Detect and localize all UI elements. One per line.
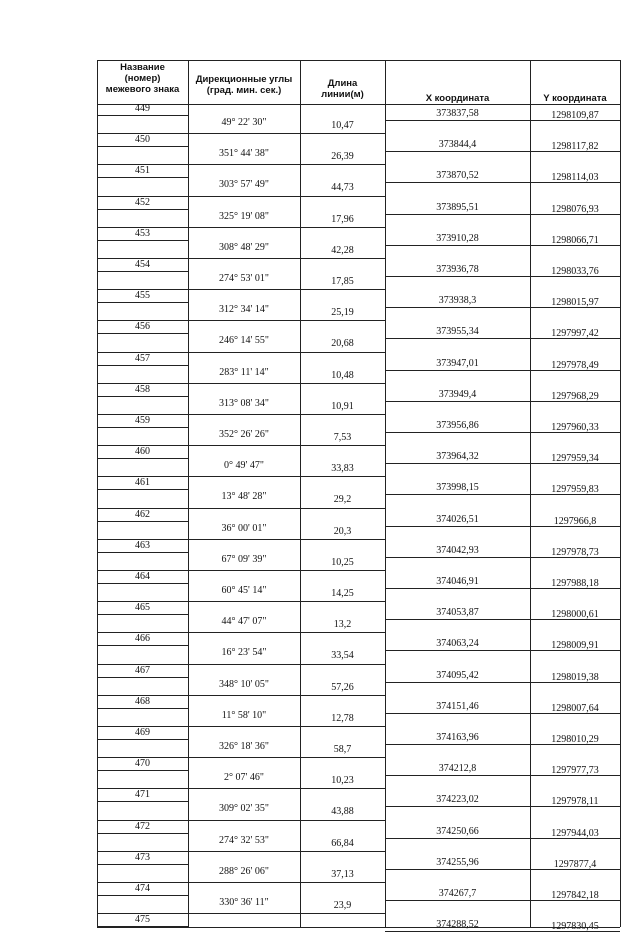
- header-angle-line-1: Дирекционные углы: [195, 74, 293, 85]
- point-name: 465: [135, 602, 150, 614]
- point-name: 456: [135, 321, 150, 333]
- point-name: 459: [135, 415, 150, 426]
- name-row-divider: [97, 489, 188, 490]
- name-row-divider: [97, 333, 188, 334]
- x-coordinate: 373936,78: [436, 264, 479, 275]
- direction-angle: 60° 45' 14": [221, 585, 267, 596]
- point-name: 450: [135, 134, 150, 146]
- point-name: 461: [135, 477, 150, 489]
- name-row-divider: [97, 177, 188, 178]
- line-length: 20,3: [333, 525, 352, 537]
- point-name: 452: [135, 196, 150, 208]
- x-coordinate: 373998,15: [436, 482, 479, 494]
- line-length: 42,28: [331, 244, 354, 256]
- line-length: 17,85: [331, 276, 354, 287]
- name-row-divider: [97, 833, 188, 834]
- name-row-divider: [97, 365, 188, 366]
- coord-row-divider: [385, 463, 620, 464]
- y-coordinate: 1298114,03: [551, 172, 599, 184]
- line-length: 58,7: [333, 744, 352, 755]
- point-name: 457: [135, 352, 150, 364]
- coord-row-divider: [385, 806, 620, 807]
- y-coordinate: 1297978,11: [551, 796, 599, 808]
- header-name-line-2: (номер): [124, 73, 161, 84]
- table-bottom-border: [97, 927, 620, 928]
- direction-angle: 348° 10' 05": [219, 678, 269, 690]
- x-coordinate: 373938,3: [438, 295, 477, 307]
- column-border-5: [620, 60, 621, 927]
- direction-angle: 274° 32' 53": [219, 834, 269, 846]
- name-row-divider: [97, 115, 188, 116]
- x-coordinate: 373964,32: [436, 451, 479, 463]
- point-name: 471: [135, 789, 150, 801]
- name-row-divider: [97, 427, 188, 428]
- line-length: 43,88: [331, 806, 354, 818]
- x-coordinate: 374255,96: [436, 856, 479, 868]
- coord-row-divider: [385, 869, 620, 870]
- name-row-divider: [97, 583, 188, 584]
- coord-row-divider: [385, 370, 620, 371]
- direction-angle: 36° 00' 01": [221, 522, 267, 534]
- y-coordinate: 1297968,29: [551, 390, 599, 402]
- x-coordinate: 374063,24: [436, 638, 479, 650]
- point-name: 472: [135, 820, 150, 832]
- y-coordinate: 1297960,33: [551, 422, 599, 433]
- direction-angle: 44° 47' 07": [221, 616, 267, 628]
- name-row-divider: [97, 396, 188, 397]
- header-length-line-1: Длина: [327, 78, 358, 89]
- direction-angle: 325° 19' 08": [219, 210, 269, 222]
- line-length: 44,73: [331, 182, 354, 194]
- y-coordinate: 1298010,29: [551, 734, 599, 745]
- x-coordinate: 373947,01: [436, 357, 479, 369]
- y-coordinate: 1297944,03: [551, 827, 599, 839]
- direction-angle: 0° 49' 47": [224, 460, 264, 472]
- x-coordinate: 374250,66: [436, 825, 479, 837]
- y-coordinate: 1298019,38: [551, 671, 599, 683]
- point-name: 473: [135, 851, 150, 863]
- line-length: 37,13: [331, 868, 354, 880]
- point-name: 462: [135, 508, 150, 520]
- name-row-divider: [97, 739, 188, 740]
- name-row-divider: [97, 302, 188, 303]
- coord-row-divider: [385, 588, 620, 589]
- x-coordinate: 374163,96: [436, 732, 479, 743]
- name-row-divider: [97, 895, 188, 896]
- coord-row-divider: [385, 182, 620, 183]
- direction-angle: 49° 22' 30": [221, 117, 267, 128]
- point-name: 470: [135, 758, 150, 770]
- header-line-length: [300, 78, 385, 100]
- y-coordinate: 1298066,71: [551, 234, 599, 246]
- name-row-divider: [97, 146, 188, 147]
- direction-angle: 2° 07' 46": [224, 772, 264, 784]
- name-row-divider: [97, 770, 188, 771]
- coord-row-divider: [385, 775, 620, 776]
- y-coordinate: 1297978,73: [551, 546, 599, 558]
- direction-angle: 308° 48' 29": [219, 241, 269, 253]
- coord-row-divider: [385, 245, 620, 246]
- line-length: 66,84: [331, 837, 354, 849]
- x-coordinate: 374223,02: [436, 794, 479, 806]
- coord-row-divider: [385, 432, 620, 433]
- name-row-divider: [97, 271, 188, 272]
- x-coordinate: 374053,87: [436, 607, 479, 619]
- name-row-divider: [97, 645, 188, 646]
- x-coordinate: 373949,4: [438, 388, 477, 400]
- x-coordinate: 373870,52: [436, 170, 479, 182]
- x-coordinate: 373956,86: [436, 420, 479, 431]
- line-length: 20,68: [331, 338, 354, 350]
- y-coordinate: 1298076,93: [551, 203, 599, 215]
- point-name: 449: [135, 103, 150, 114]
- header-length-line-2: линии(м): [321, 89, 364, 100]
- coord-row-divider: [385, 526, 620, 527]
- coord-row-divider: [385, 151, 620, 152]
- coord-row-divider: [385, 307, 620, 308]
- y-coordinate: 1297988,18: [551, 578, 599, 589]
- name-row-divider: [97, 708, 188, 709]
- direction-angle: 11° 58' 10": [221, 709, 267, 721]
- point-name: 451: [135, 165, 150, 177]
- y-coordinate: 1297959,83: [551, 484, 599, 496]
- name-row-divider: [97, 614, 188, 615]
- direction-angle: 246° 14' 55": [219, 335, 269, 347]
- coord-row-divider: [385, 619, 620, 620]
- direction-angle: 326° 18' 36": [219, 741, 269, 752]
- name-row-divider: [97, 864, 188, 865]
- line-length: 7,53: [333, 432, 352, 443]
- direction-angle: 288° 26' 06": [219, 865, 269, 877]
- x-coordinate: 374267,7: [438, 888, 477, 899]
- x-coordinate: 374212,8: [438, 763, 477, 775]
- header-direction-angle: [188, 74, 300, 96]
- point-name: 466: [135, 633, 150, 645]
- coord-row-divider: [385, 557, 620, 558]
- point-name: 467: [135, 664, 150, 676]
- direction-angle: 13° 48' 28": [221, 491, 267, 503]
- line-length: 33,54: [331, 650, 354, 662]
- header-name-line-1: Название: [120, 62, 165, 73]
- name-row-divider: [97, 458, 188, 459]
- name-row-divider: [97, 240, 188, 241]
- direction-angle: 330° 36' 11": [219, 897, 269, 908]
- direction-angle: 309° 02' 35": [219, 803, 269, 815]
- name-row-divider: [97, 677, 188, 678]
- x-coordinate: 373844,4: [438, 139, 477, 151]
- line-length: 33,83: [331, 463, 354, 475]
- coord-row-divider: [385, 214, 620, 215]
- header-angle-line-2: (град. мин. сек.): [206, 85, 282, 96]
- x-coordinate: 374288,52: [436, 919, 479, 931]
- coord-row-divider: [385, 401, 620, 402]
- direction-angle: 283° 11' 14": [219, 366, 269, 378]
- coord-row-divider: [385, 682, 620, 683]
- point-name: 453: [135, 227, 150, 239]
- point-name: 468: [135, 695, 150, 707]
- line-length: 26,39: [331, 151, 354, 163]
- name-row-divider: [97, 521, 188, 522]
- line-length: 14,25: [331, 588, 354, 599]
- header-y-coordinate: Y координата: [543, 93, 607, 104]
- line-length: 57,26: [331, 681, 354, 693]
- coord-row-divider: [385, 120, 620, 121]
- coord-row-divider: [385, 713, 620, 714]
- line-length: 10,48: [331, 369, 354, 381]
- y-coordinate: 1298117,82: [551, 141, 599, 153]
- name-row-divider: [97, 552, 188, 553]
- point-name: 458: [135, 383, 150, 395]
- x-coordinate: 374151,46: [436, 700, 479, 712]
- point-name: 454: [135, 259, 150, 270]
- header-point-name: [97, 62, 188, 95]
- header-x-coordinate: X координата: [425, 93, 490, 104]
- x-coordinate: 373955,34: [436, 326, 479, 338]
- line-length: 10,47: [331, 120, 354, 131]
- coord-row-divider: [385, 900, 620, 901]
- y-coordinate: 1297959,34: [551, 453, 599, 465]
- y-coordinate: 1298000,61: [551, 609, 599, 621]
- point-name: 455: [135, 290, 150, 302]
- point-name: 463: [135, 539, 150, 551]
- line-length: 17,96: [331, 213, 354, 225]
- y-coordinate: 1297877,4: [553, 858, 597, 870]
- direction-angle: 274° 53' 01": [219, 273, 269, 284]
- name-row-divider: [97, 801, 188, 802]
- line-length: 12,78: [331, 712, 354, 724]
- line-length: 29,2: [333, 494, 352, 506]
- point-name: 474: [135, 883, 150, 894]
- name-row-divider: [97, 209, 188, 210]
- coord-row-divider: [385, 338, 620, 339]
- point-name: 475: [135, 914, 150, 926]
- line-length: 10,23: [331, 775, 354, 787]
- x-coordinate: 374026,51: [436, 513, 479, 525]
- y-coordinate: 1297966,8: [553, 515, 597, 527]
- x-coordinate: 374046,91: [436, 576, 479, 587]
- y-coordinate: 1298007,64: [551, 702, 599, 714]
- direction-angle: 312° 34' 14": [219, 304, 269, 316]
- point-name: 460: [135, 446, 150, 458]
- line-length: 10,91: [331, 400, 354, 412]
- y-coordinate: 1298009,91: [551, 640, 599, 652]
- point-name: 464: [135, 571, 150, 582]
- line-length: 10,25: [331, 556, 354, 568]
- direction-angle: 352° 26' 26": [219, 429, 269, 440]
- y-coordinate: 1298109,87: [551, 110, 599, 121]
- x-coordinate: 373895,51: [436, 201, 479, 213]
- y-coordinate: 1297830,45: [551, 921, 599, 933]
- y-coordinate: 1298015,97: [551, 297, 599, 309]
- coord-row-divider: [385, 494, 620, 495]
- coord-row-divider: [385, 838, 620, 839]
- coord-row-divider: [385, 650, 620, 651]
- direction-angle: 351° 44' 38": [219, 148, 269, 160]
- x-coordinate: 373837,58: [436, 108, 479, 119]
- direction-angle: 303° 57' 49": [219, 179, 269, 191]
- y-coordinate: 1297977,73: [551, 765, 599, 777]
- line-length: 25,19: [331, 307, 354, 319]
- y-coordinate: 1297842,18: [551, 890, 599, 901]
- y-coordinate: 1297997,42: [551, 328, 599, 340]
- x-coordinate: 373910,28: [436, 232, 479, 244]
- direction-angle: 16° 23' 54": [221, 647, 267, 659]
- y-coordinate: 1298033,76: [551, 266, 599, 277]
- table-top-border: [97, 60, 620, 61]
- line-length: 23,9: [333, 900, 352, 911]
- line-length: 13,2: [333, 619, 352, 631]
- coord-row-divider: [385, 744, 620, 745]
- header-name-line-3: межевого знака: [105, 84, 180, 95]
- direction-angle: 313° 08' 34": [219, 397, 269, 409]
- coord-row-divider: [385, 931, 620, 932]
- x-coordinate: 374095,42: [436, 669, 479, 681]
- point-name: 469: [135, 727, 150, 738]
- y-coordinate: 1297978,49: [551, 359, 599, 371]
- coord-row-divider: [385, 276, 620, 277]
- x-coordinate: 374042,93: [436, 544, 479, 556]
- direction-angle: 67° 09' 39": [221, 553, 267, 565]
